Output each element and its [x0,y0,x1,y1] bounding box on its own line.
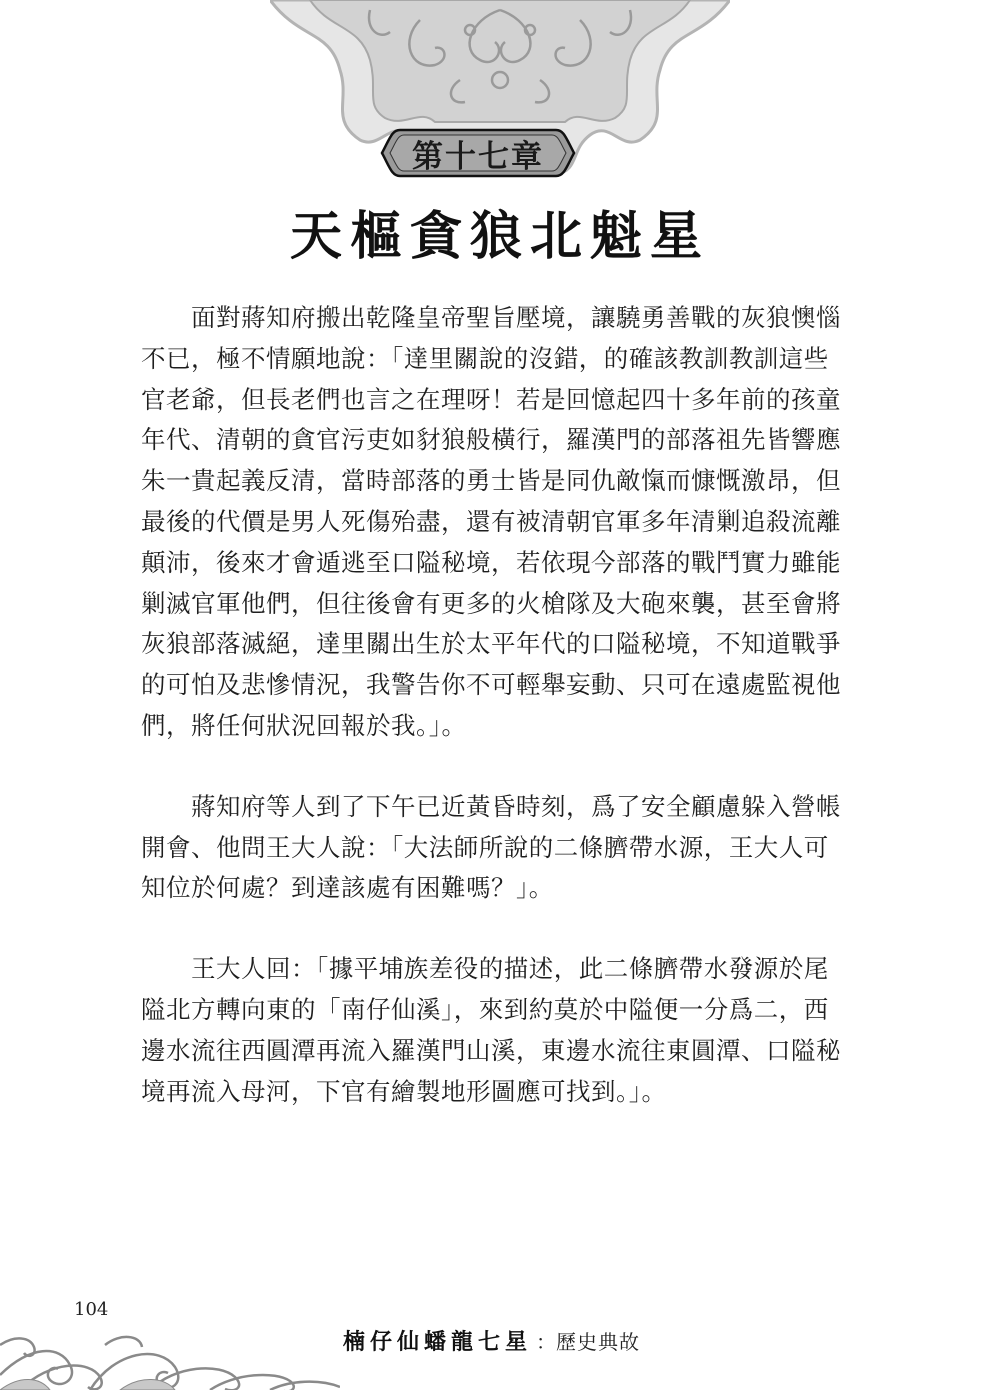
text-line: 不已，極不情願地說：「達里關說的沒錯，的確該教訓教訓這些 [141,343,829,373]
text-line: 蔣知府等人到了下午已近黃昏時刻，爲了安全顧慮躲入營帳 [191,791,841,821]
text-line: 境再流入母河，下官有繪製地形圖應可找到。」。 [141,1076,667,1106]
paragraph [141,787,841,909]
chapter-badge [378,124,578,182]
text-line: 們，將任何狀況回報於我。」。 [141,710,467,740]
chapter-body [141,298,841,1112]
text-line: 剿滅官軍他們，但往後會有更多的火槍隊及大砲來襲，甚至會將 [141,588,841,618]
chapter-title: 天樞貪狼北魁星 [289,207,710,267]
text-line: 王大人回：「據平埔族差役的描述，此二條臍帶水發源於尾 [191,954,829,984]
text-line: 官老爺，但長老們也言之在理呀！若是回憶起四十多年前的孩童 [141,384,841,414]
text-line: 隘北方轉向東的「南仔仙溪」，來到約莫於中隘便一分爲二，西 [141,994,829,1024]
paragraph [141,949,841,1112]
chapter-number-label: 第十七章 [412,138,544,175]
book-subtitle: 歷史典故 [556,1330,640,1354]
page-number: 104 [74,1299,109,1320]
wave-ornament-icon [0,1305,340,1390]
book-title: 楠仔仙蟠龍七星 [343,1330,533,1355]
text-line: 面對蔣知府搬出乾隆皇帝聖旨壓境，讓驍勇善戰的灰狼懊惱 [191,303,841,332]
text-line: 灰狼部落滅絕，達里關出生於太平年代的口隘秘境，不知道戰爭 [141,629,841,659]
text-line: 顛沛，後來才會遁逃至口隘秘境，若依現今部落的戰鬥實力雖能 [141,547,841,577]
title-separator: ： [536,1330,556,1354]
text-line: 年代、清朝的貪官污吏如豺狼般橫行，羅漢門的部落祖先皆響應 [141,425,841,455]
text-line: 最後的代價是男人死傷殆盡，還有被清朝官軍多年清剿追殺流離 [141,506,841,536]
paragraph [141,298,841,747]
text-line: 的可怕及悲慘情況，我警告你不可輕舉妄動、只可在遠處監視他 [141,670,841,700]
text-line: 邊水流往西圓潭再流入羅漢門山溪，東邊水流往東圓潭、口隘秘 [141,1035,841,1065]
text-line: 知位於何處？到達該處有困難嗎？」。 [141,873,554,903]
text-line: 朱一貴起義反清，當時部落的勇士皆是同仇敵愾而慷慨激昂，但 [141,466,841,496]
text-line: 開會、他問王大人說：「大法師所說的二條臍帶水源，王大人可 [141,832,829,862]
